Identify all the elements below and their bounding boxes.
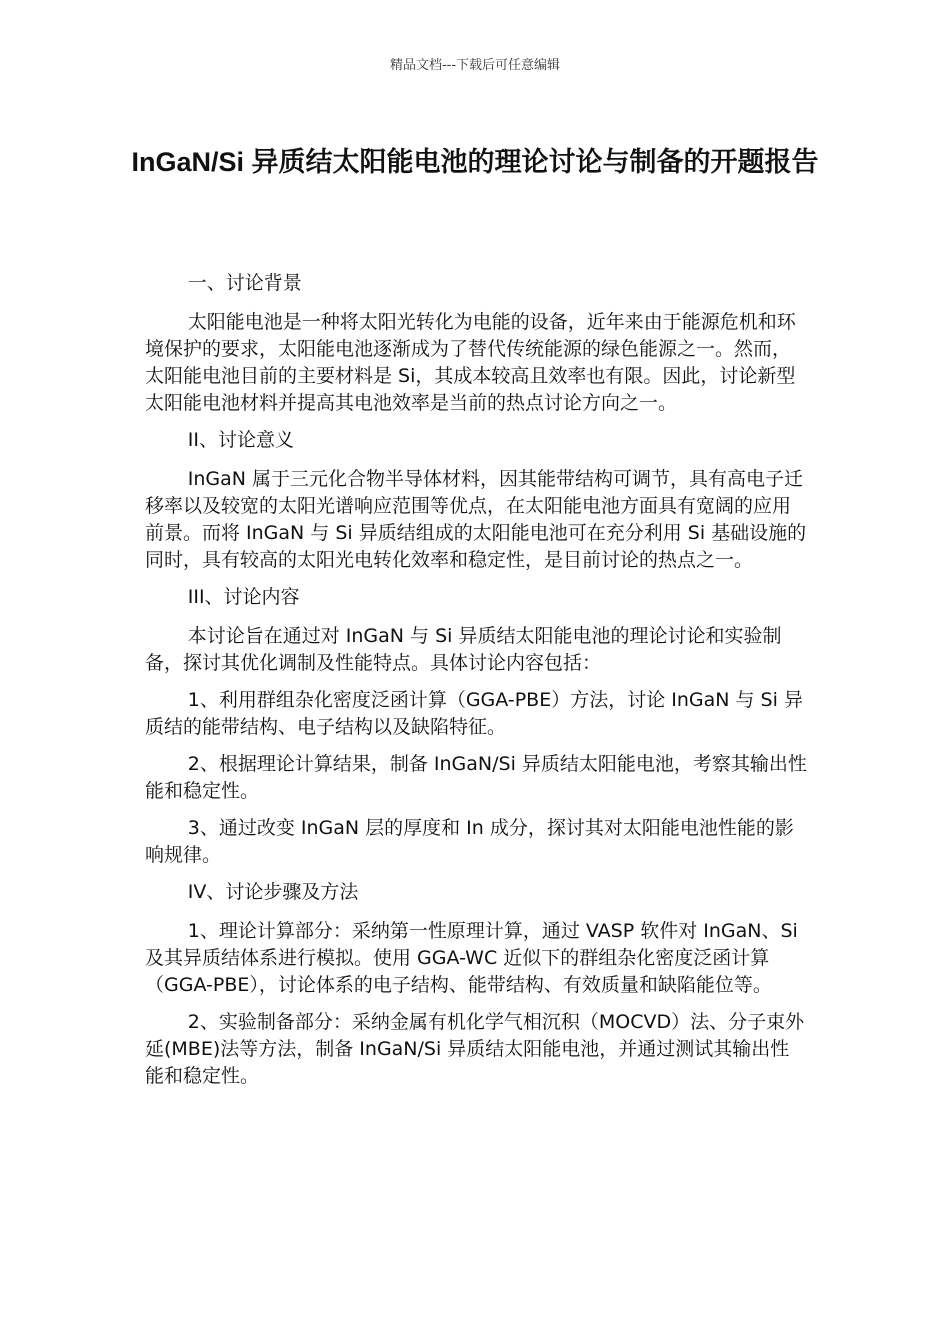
paragraph-content-item-2: 2、根据理论计算结果，制备 InGaN/Si 异质结太阳能电池，考察其输出性能和稳定性。 — [145, 753, 807, 802]
paragraph-background: 太阳能电池是一种将太阳光转化为电能的设备，近年来由于能源危机和环境保护的要求，太阳能电池逐渐成为了替代传统能源的绿色能源之一。然而，太阳能电池目前的主要材料是 Si，其成本较高且效率也有限。因此，讨论新型太阳能电池材料并提高其电池效率是当前的热点讨论方向之一。 — [145, 311, 796, 414]
paragraph-content-item-1: 1、利用群组杂化密度泛函计算（GGA-PBE）方法，讨论 InGaN 与 Si 异质结的能带结构、电子结构以及缺陷特征。 — [145, 689, 803, 738]
paragraph-methods-item-2: 2、实验制备部分：采纳金属有机化学气相沉积（MOCVD）法、分子束外延(MBE)法等方法，制备 InGaN/Si 异质结太阳能电池，并通过测试其输出性能和稳定性。 — [145, 1011, 805, 1087]
paragraph-content-item-3: 3、通过改变 InGaN 层的厚度和 In 成分，探讨其对太阳能电池性能的影响规律。 — [145, 817, 794, 866]
document-title: InGaN/Si 异质结太阳能电池的理论讨论与制备的开题报告 — [131, 147, 819, 177]
paragraph-content-intro: 本讨论旨在通过对 InGaN 与 Si 异质结太阳能电池的理论讨论和实验制备，探讨其优化调制及性能特点。具体讨论内容包括： — [145, 625, 782, 674]
page-header: 精品文档---下载后可任意编辑 — [389, 58, 561, 73]
section-heading-significance: II、讨论意义 — [187, 429, 294, 451]
section-heading-background: 一、讨论背景 — [187, 272, 302, 294]
paragraph-methods-item-1: 1、理论计算部分：采纳第一性原理计算，通过 VASP 软件对 InGaN、Si 及其异质结体系进行模拟。使用 GGA-WC 近似下的群组杂化密度泛函计算（GGA-PBE），讨论体系的电子结构、能带结构、有效质量和缺陷能位等。 — [145, 920, 798, 996]
document-body — [145, 270, 808, 1100]
section-heading-methods: IV、讨论步骤及方法 — [187, 881, 359, 903]
section-heading-content: III、讨论内容 — [187, 586, 300, 608]
paragraph-significance: InGaN 属于三元化合物半导体材料，因其能带结构可调节，具有高电子迁移率以及较宽的太阳光谱响应范围等优点，在太阳能电池方面具有宽阔的应用前景。而将 InGaN 与 Si 异质结组成的太阳能电池可在充分利用 Si 基础设施的同时，具有较高的太阳光电转化效率和稳定性，是目前讨论的热点之一。 — [145, 468, 807, 571]
